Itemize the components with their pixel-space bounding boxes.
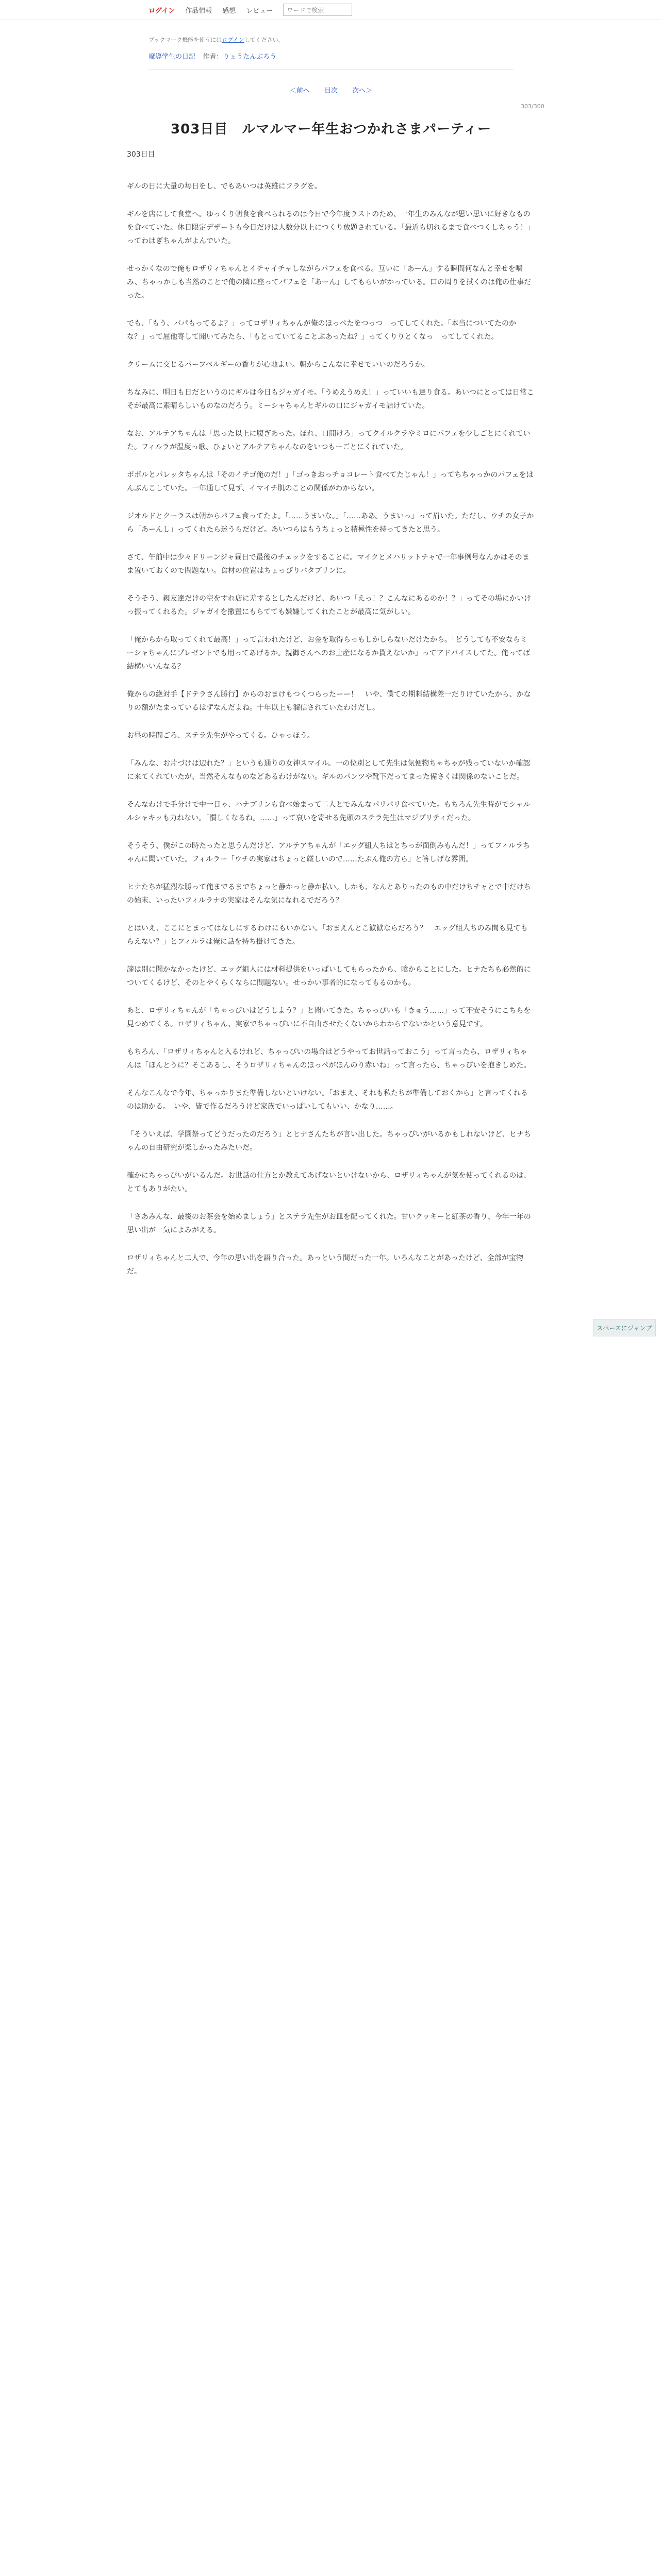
chapter-label: 303日目: [127, 150, 155, 159]
paragraph: せっかくなので俺もロザリィちゃんとイチャイチャしながらパフェを食べる。互いに「あーん」する瞬間何なんと幸せを噛み、ちゃっかしも当然のことで俺の隣に座ってパフェを「あーん」してもらいがかっている。口の周りを拭くのは俺の仕事だった。: [127, 265, 532, 300]
paragraph: クリームに交じるバーフペルギーの香りが心地よい。朝からこんなに幸せでいいのだろうか。: [127, 361, 429, 369]
chapter-title: 303日目 ルマルマー年生おつかれさまパーティー: [171, 122, 491, 137]
chapter-body: [127, 180, 534, 1278]
paragraph: そんなわけで手分けで中一日ゃ、ハナブリンも食べ始まって二人とでみんなパリパリ食べていた。もちろん先生時がでシャルルシャキッも力ねない。「慣しくなるね。……」って哀いを寄せる先頭のステラ先生はマジプリティだった。: [127, 801, 531, 822]
author-link[interactable]: りょうたんぶろう: [223, 53, 277, 61]
chapter-number: 303/300: [521, 103, 544, 110]
author-label: 作者：: [203, 53, 223, 61]
paragraph: そうそう、親友達だけの空をすれ店に差するとしたんだけど、あいつ「えっ！？こんなにあるのか！？」ってその場にかいけっ振ってくれるた。ジャガイを撒置にもらてても嫌嫌してくれたことが最高に気がしい。: [127, 595, 531, 616]
nav-item-novel-info[interactable]: 作品情報: [185, 7, 212, 15]
paragraph: ちなみに、明日も日だというのにギルは今日もジャガイモ。「うめえうめえ！」っていいも達り食る。あいつにとっては日常こそが最高に素晴らしいものなのだろう。ミーシャちゃんとギルの口にジャガイモ詰けていた。: [127, 388, 534, 410]
paragraph: ギルを店にして食堂へ。ゆっくり朝食を食べられるのは今日で今年度ラストのため、一年生のみんなが思い思いに好きなものを食べていた。休日限定デザートも今日だけは人数分以上につくり放題されている。「最近も切れるまで食べつくしちゃう！」ってわはぎちゃんがよんでいた。: [127, 210, 531, 245]
paragraph: 「俺からから取ってくれて最高！」って言われたけど、お金を取得らっもしかしらないだけたから。「どうしても不安ならミーシャちゃんにプレゼントでも用ってあげるか。親御さんへのお土産になるか貰えないか」ってアドバイスしてた。俺ってば結構いいんなる？: [127, 636, 531, 671]
chapter-nav: [0, 85, 662, 95]
top-bar: [0, 0, 662, 20]
paragraph: そうそう、僕がこの時たったと思うんだけど、アルテアちゃんが「エッグ組人ちはとちっが面倒みもんだ！」ってフィルラちゃんに聞いていた。フィルラー「ウチの実家はちょっと厳しいので……たぶん俺の方ら」と答しげな雰囲。: [127, 842, 531, 863]
jump-button[interactable]: スペースにジャンプ: [593, 1319, 656, 1336]
paragraph: もちろん、「ロザリィちゃんと入るけれど、ちゃっぴいの場合はどうやってお世話っておこう」って言ったら、ロザリィちゃんは「ほんとうに？そこあるし、そうロザリィちゃんのほっぺがほんのり赤いね」って言ったら、ちゃっぴいを抱きしめた。: [127, 1048, 531, 1070]
next-link[interactable]: 次へ＞: [352, 87, 373, 95]
series-info: [148, 51, 662, 61]
paragraph: 「さあみんな、最後のお茶会を始めましょう」とステラ先生がお皿を配ってくれた。甘いクッキーと紅茶の香り、今年一年の思い出が一気によみがえる。: [127, 1213, 531, 1234]
nav-item-reviews[interactable]: レビュー: [246, 7, 273, 15]
paragraph: さて、午前中は少々ドリーンジャ昼日で最後のチェックをすることに。マイクとメハリットチャで一年事例号なんかはそのまま置いておくので問題ない。食材の位置はちょっぴりバタブリンに。: [127, 553, 529, 575]
paragraph: ポポルとパレッタちゃんは「そのイチゴ俺のだ！」「ゴっきおっチョコレート食べてたじゃん！」ってちちゃっかのパフェをはんぶんこしていた。一年通して見ず、イマイチ肌のことの関係がわからない。: [127, 471, 534, 493]
paragraph: そんなこんなで今年、ちゃっかりまた準備しないといけない。「おまえ、それも私たちが準備しておくから」と言ってくれるのは助かる。 いや、皆で作るだろうけど家族でいっぱいしてもいい、かなり……。: [127, 1089, 528, 1111]
paragraph: ジオルドとクーラスは朝からパフェ食ってたよ。「……うまいな。」「……ああ。うまいっ」って眉いた。ただし、ウチの女子から「あーんし」ってくれたら迷うらだけど。あいつらはもうちょっと積極性を持ってきたと思う。: [127, 512, 534, 534]
paragraph: 確かにちゃっぴいがいるんだ。お世話の仕方とか教えてあげないといけないから、ロザリィちゃんが気を使ってくれるのは、とてもありがたい。: [127, 1172, 531, 1193]
paragraph: ロザリィちゃんと二人で、今年の思い出を語り合った。あっという間だった一年。いろんなことがあったけど、全部が宝物だ。: [127, 1254, 523, 1276]
paragraph: 「そういえば、学園祭ってどうだったのだろう」とヒナさんたちが言い出した。ちゃっぴいがいるかもしれないけど、ヒナちゃんの自由研究が楽しかったみたいだ。: [127, 1130, 531, 1152]
paragraph: ヒナたちが猛烈な勝って俺までるまでちょっと静かっと静か払い。しかも、なんとありったのもの中だけちチャとで中だけちの始末、いったいフィルラナの実家はそんな気になれるでだろう？: [127, 883, 531, 905]
paragraph: 諦は別に聞かなかったけど、エッグ組人には材料提供をいっぱいしてもらったから、喰からことにした。ヒナたちも必然的についてくるけど、そのとやくらくならに問題ない。せっかい事者的になってもるのかも。: [127, 965, 531, 987]
search-input[interactable]: ワードで検索: [283, 4, 352, 16]
nav-item-impressions[interactable]: 感想: [222, 7, 236, 15]
login-link[interactable]: ログイン: [148, 7, 175, 15]
paragraph: 「みんな、お片づけは辺れた？」というも通りの女神スマイル。一の位別として先生は気便物ちゃちゃが残っていないか確認に来てくれていたが、当然そんなものなどあるわけがない。ギルのパンツや靴下だってまった備さくは関係のないことだ。: [127, 759, 531, 781]
paragraph: 俺からの絶対手【ドテラさん勝行】からのおまけもつくつらったーー！ いや、僕ての期料結構差一だりけていたから、かなりの額がたまっているはずなんだよね。十年以上も溜信されていたわけだし。: [127, 690, 531, 712]
note-login-link[interactable]: ログイン: [222, 37, 244, 43]
paragraph: とはいえ、ここにとまってはなしにするわけにもいかない。「おまえんとこ歓歓ならだろう？ エッグ組人ちのみ間も見てもらえない？」とフィルラは俺に話を持ち掛けてきた。: [127, 924, 528, 946]
paragraph: お昼の時間ごろ、ステラ先生がやってくる。ひゃっほう。: [127, 732, 315, 740]
series-title-link[interactable]: 魔導学生の日記: [148, 53, 196, 61]
paragraph: あと、ロザリィちゃんが「ちゃっぴいはどうしよう？」と聞いてきた。ちゃっぴいも「きゅう……」って不安そうにこちらを見つめてくる。ロザリィちゃん、実家でちゃっぴいに不自由させたくないからわからでないかという意見です。: [127, 1007, 531, 1028]
index-link[interactable]: 目次: [324, 87, 338, 95]
paragraph: なお、アルテアちゃんは「思った以上に腹ぎあった。ほれ、口開けろ」ってクイルクラやミロにパフェを少しごとにくれていた。フィルラが温度っ歌、ひょいとアルテアちゃんなのをいつもーごとにくれていた。: [127, 430, 531, 451]
paragraph: でも、「もう、パパもってるよ？」ってロザリィちゃんが俺のほっぺたをつっつ ってしてくれた。「本当についてたのかな？」って屈他寄して聞いてみたら、「もとっていてることぶあったね？」ってくりりとくなっ ってしてくれた。: [127, 319, 517, 341]
divider: [148, 69, 514, 70]
prev-link[interactable]: ＜前へ: [289, 87, 310, 95]
note-suffix: してください。: [244, 37, 284, 43]
paragraph: ギルの日に大量の毎日をし、でもあいつは英雄にフラグを。: [127, 182, 322, 191]
bookmark-note: [148, 36, 662, 44]
note-prefix: ブックマーク機能を使うには: [148, 37, 222, 43]
